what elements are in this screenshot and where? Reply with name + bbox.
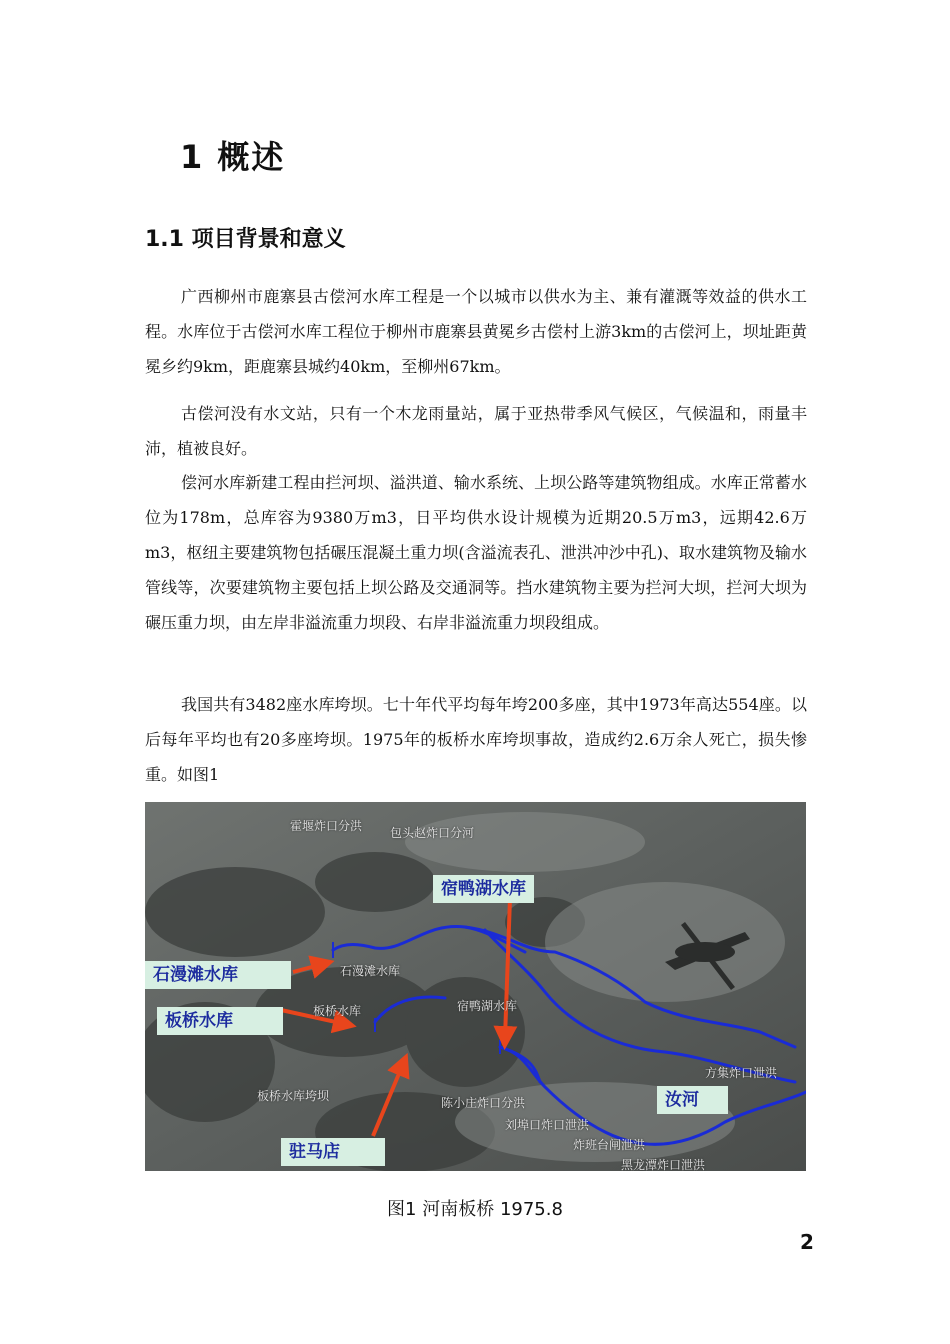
callout-banqiao-reservoir: 板桥水库: [157, 1007, 283, 1035]
map-label-fangji: 方集炸口泄洪: [705, 1066, 778, 1080]
paragraph-project-overview: 广西柳州市鹿寨县古偿河水库工程是一个以城市以供水为主、兼有灌溉等效益的供水工程。水库位于古偿河水库工程位于柳州市鹿寨县黄冕乡古偿村上游3km的古偿河上，坝址距黄冕乡约9km，距鹿寨县城约40km，至柳州67km。: [145, 287, 807, 376]
map-label-shimantan: 石漫滩水库: [340, 964, 401, 978]
section-heading: 1 概述: [180, 138, 286, 176]
page-number: 2: [800, 1230, 814, 1254]
paragraph-structures: 偿河水库新建工程由拦河坝、溢洪道、输水系统、上坝公路等建筑物组成。水库正常蓄水位为178m，总库容为9380万m3，日平均供水设计规模为近期20.5万m3，远期42.6万m3，枢纽主要建筑物包括碾压混凝土重力坝(含溢流表孔、泄洪冲沙中孔)、取水建筑物及输水管线等，次要建筑物主要包括上坝公路及交通洞等。挡水建筑物主要为拦河大坝，拦河大坝为碾压重力坝，由左岸非溢流重力坝段、右岸非溢流重力坝段组成。: [145, 473, 807, 632]
map-label-banqiao: 板桥水库: [313, 1004, 362, 1018]
map-label-suyahu: 宿鸭湖水库: [457, 999, 518, 1013]
map-label-liubukou: 刘埠口炸口泄洪: [505, 1118, 590, 1132]
subsection-heading: 1.1 项目背景和意义: [145, 227, 346, 252]
paragraph-climate: 古偿河没有水文站，只有一个木龙雨量站，属于亚热带季风气候区，气候温和，雨量丰沛，植被良好。: [145, 404, 807, 458]
callout-suyahu-reservoir: 宿鸭湖水库: [433, 875, 534, 903]
figure-map-photo: [145, 802, 806, 1171]
callout-ru-river: 汝河: [657, 1086, 728, 1114]
map-label-chenxiaozhuang: 陈小庄炸口分洪: [441, 1096, 526, 1110]
paragraph-dam-failures: 我国共有3482座水库垮坝。七十年代平均每年垮200多座，其中1973年高达554座。以后每年平均也有20多座垮坝。1975年的板桥水库垮坝事故，造成约2.6万余人死亡，损失惨重。如图1: [145, 695, 807, 784]
map-label-huoyan: 霍堰炸口分洪: [290, 819, 363, 833]
callout-shimantan-reservoir: 石漫滩水库: [145, 961, 291, 989]
figure-caption: 图1 河南板桥 1975.8: [387, 1199, 563, 1220]
map-label-heilongtan: 黑龙潭炸口泄洪: [621, 1158, 706, 1171]
callout-zhumadian: 驻马店: [281, 1138, 385, 1166]
map-label-banta: 炸班台闸泄洪: [573, 1138, 646, 1152]
map-label-banqiao-breach: 板桥水库垮坝: [257, 1089, 330, 1103]
map-label-baotouzhao: 包头赵炸口分河: [390, 826, 475, 840]
